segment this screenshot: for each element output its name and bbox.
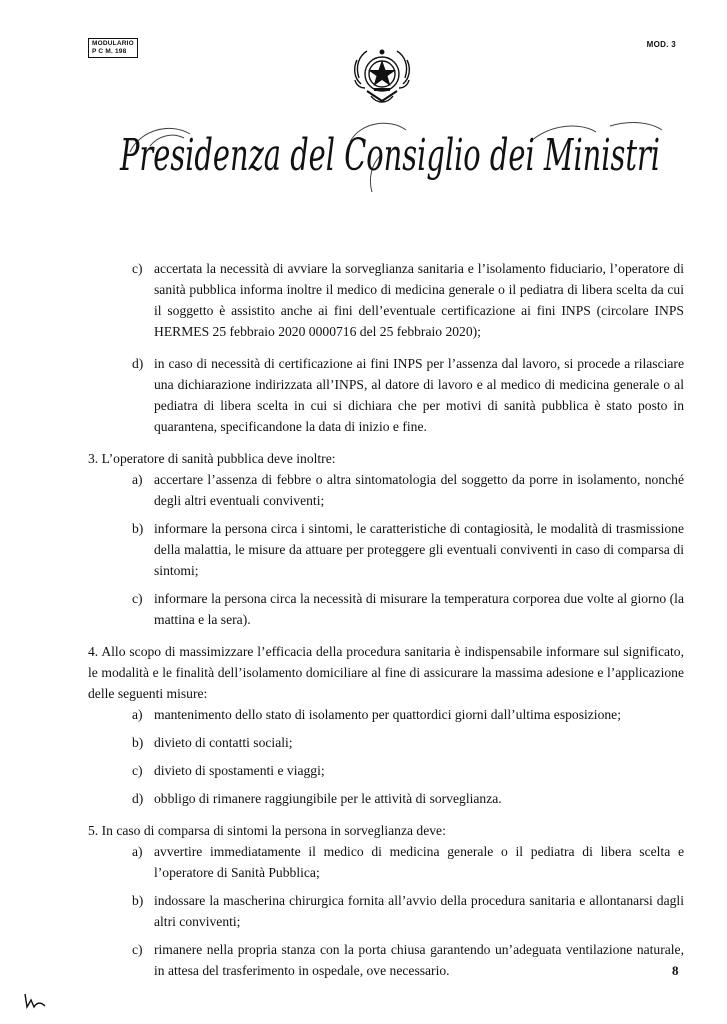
- section-5-items: [88, 841, 684, 981]
- handwritten-mark-icon: [22, 992, 48, 1010]
- mod-label: MOD. 3: [646, 40, 676, 49]
- list-item: [132, 353, 684, 437]
- list-item: [132, 704, 684, 725]
- page-number: 8: [672, 963, 679, 978]
- list-item-text: accertata la necessità di avviare la sorveglianza sanitaria e l’isolamento fiduciario, l’operatore di sanità pubblica informa inoltre il medico di medicina generale o il pediatra di libera scelta da cui il soggetto è assistito anche ai fini dell’eventuale certificazione ai fini INPS (circolare INPS HERMES 25 febbraio 2020 0000716 del 25 febbraio 2020);: [154, 261, 684, 339]
- list-item-label: c): [132, 261, 143, 276]
- list-item-text: in caso di necessità di certificazione ai fini INPS per l’assenza dal lavoro, si procede a rilasciare una dichiarazione indirizzata all’INPS, al datore di lavoro e al medico di medicina generale o al pediatra di libera scelta in cui si dichiara che per motivi di sanità pubblica è stato posto in quarantena, specificandone la data di inizio e fine.: [154, 356, 684, 434]
- list-item: [132, 788, 684, 809]
- list-item: [132, 732, 684, 753]
- list-item-label: d): [132, 356, 144, 371]
- list-item: [132, 588, 684, 630]
- list-item-label: b): [132, 893, 144, 908]
- section-3-heading: 3. L’operatore di sanità pubblica deve inoltre:: [88, 451, 336, 466]
- institution-heading: [110, 112, 670, 202]
- list-item: [132, 518, 684, 581]
- list-item-label: b): [132, 521, 144, 536]
- section-5-heading: 5. In caso di comparsa di sintomi la persona in sorveglianza deve:: [88, 823, 446, 838]
- stamp-line-2: P C M. 198: [92, 48, 127, 55]
- document-body: [88, 258, 684, 981]
- list-item-label: b): [132, 735, 144, 750]
- list-item-text: avvertire immediatamente il medico di medicina generale o il pediatra di libera scelta e l’operatore di Sanità Pubblica;: [154, 844, 684, 880]
- list-item-label: c): [132, 591, 143, 606]
- list-item: [132, 890, 684, 932]
- list-item: [132, 760, 684, 781]
- list-item-label: a): [132, 844, 143, 859]
- list-item-text: divieto di spostamenti e viaggi;: [154, 763, 325, 778]
- list-item: [132, 258, 684, 342]
- stamp-line-1: MODULARIO: [92, 40, 134, 47]
- list-item-text: mantenimento dello stato di isolamento per quattordici giorni dall’ultima esposizione;: [154, 707, 621, 722]
- list-item: [132, 469, 684, 511]
- list-item-text: rimanere nella propria stanza con la porta chiusa garantendo un’adeguata ventilazione naturale, in attesa del trasferimento in ospedale, ove necessario.: [154, 942, 684, 978]
- list-item: [132, 841, 684, 883]
- list-item-text: divieto di contatti sociali;: [154, 735, 293, 750]
- list-item-text: informare la persona circa i sintomi, le caratteristiche di contagiosità, le modalità di trasmissione della malattia, le misure da attuare per proteggere gli eventuali conviventi in caso di comparsa di sintomi;: [154, 521, 684, 578]
- institution-title: Presidenza del Consiglio dei Ministri: [119, 130, 661, 181]
- section-4-items: [88, 704, 684, 809]
- list-item-label: d): [132, 791, 144, 806]
- italian-emblem-icon: [351, 44, 413, 108]
- list-item-text: indossare la mascherina chirurgica fornita all’avvio della procedura sanitaria e allontanarsi dagli altri conviventi;: [154, 893, 684, 929]
- list-item-text: accertare l’assenza di febbre o altra sintomatologia del soggetto da porre in isolamento, nonché degli altri eventuali conviventi;: [154, 472, 684, 508]
- section-3-items: [88, 469, 684, 630]
- list-item-text: obbligo di rimanere raggiungibile per le attività di sorveglianza.: [154, 791, 502, 806]
- list-item-text: informare la persona circa la necessità di misurare la temperatura corporea due volte al giorno (la mattina e la sera).: [154, 591, 684, 627]
- list-item-label: a): [132, 472, 143, 487]
- list-item-label: a): [132, 707, 143, 722]
- list-item: [132, 939, 684, 981]
- list-item-label: c): [132, 942, 143, 957]
- section-4-heading: 4. Allo scopo di massimizzare l’efficacia della procedura sanitaria è indispensabile informare sul significato, le modalità e le finalità dell’isolamento domiciliare al fine di assicurare la massima adesione e l’applicazione delle seguenti misure:: [88, 644, 684, 701]
- institution-heading-art: [110, 112, 670, 202]
- list-item-label: c): [132, 763, 143, 778]
- intro-items: [88, 258, 684, 437]
- modulario-stamp: [88, 38, 138, 58]
